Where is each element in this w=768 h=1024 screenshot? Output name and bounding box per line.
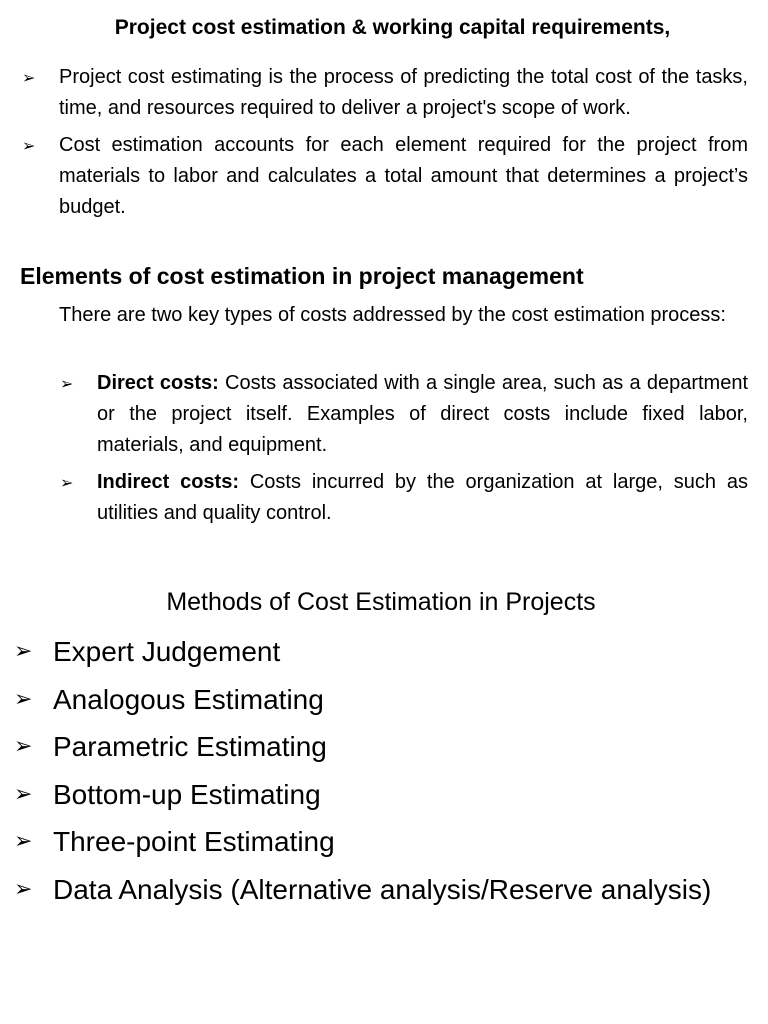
arrow-bullet-icon: ➢ — [14, 686, 33, 712]
intro-bullet-text: Cost estimation accounts for each element required for the project from materials to labor and calculates a total amount that determines a project’s budget. — [59, 134, 748, 218]
intro-bullet-item — [0, 62, 768, 124]
intro-bullet-text: Project cost estimating is the process of predicting the total cost of the tasks, time, and resources required to deliver a project's scope of work. — [59, 66, 748, 119]
elements-section-heading: Elements of cost estimation in project management — [20, 263, 584, 289]
intro-bullet-list — [0, 62, 768, 229]
method-label: Bottom-up Estimating — [53, 778, 321, 810]
arrow-bullet-icon: ➢ — [22, 136, 36, 155]
method-item — [0, 822, 768, 862]
arrow-bullet-icon: ➢ — [14, 639, 33, 664]
elements-section-intro: There are two key types of costs addressed by the cost estimation process: — [59, 304, 726, 326]
arrow-bullet-icon: ➢ — [14, 829, 33, 855]
method-label: Three-point Estimating — [53, 826, 335, 858]
arrow-bullet-icon: ➢ — [14, 734, 33, 760]
cost-type-item-indirect — [0, 467, 768, 529]
cost-type-description: Costs associated with a single area, such as a department or the project itself. Examples of direct costs include fixed labor, materials, and equipment. — [97, 372, 749, 456]
cost-type-term: Indirect costs: — [97, 471, 239, 493]
method-label: Parametric Estimating — [53, 731, 327, 763]
method-item — [0, 775, 768, 815]
method-item — [0, 727, 768, 767]
method-item — [0, 680, 768, 720]
arrow-bullet-icon: ➢ — [14, 781, 33, 807]
page-title: Project cost estimation & working capital requirements, — [114, 16, 671, 39]
arrow-bullet-icon: ➢ — [22, 68, 36, 87]
cost-type-term: Direct costs: — [97, 372, 219, 394]
cost-type-item-direct — [0, 368, 768, 461]
cost-type-description: Costs incurred by the organization at large, such as utilities and quality control. — [97, 471, 749, 524]
arrow-bullet-icon: ➢ — [60, 473, 74, 492]
method-label: Data Analysis (Alternative analysis/Reserve analysis) — [53, 873, 712, 905]
method-label: Expert Judgement — [53, 636, 281, 667]
cost-types-list — [0, 368, 768, 535]
method-label: Analogous Estimating — [53, 683, 324, 715]
methods-section-heading: Methods of Cost Estimation in Projects — [166, 588, 596, 616]
intro-bullet-item — [0, 130, 768, 223]
arrow-bullet-icon: ➢ — [14, 876, 33, 902]
method-item — [0, 632, 768, 672]
method-item — [0, 870, 768, 910]
arrow-bullet-icon: ➢ — [60, 374, 74, 393]
methods-list — [0, 632, 768, 918]
